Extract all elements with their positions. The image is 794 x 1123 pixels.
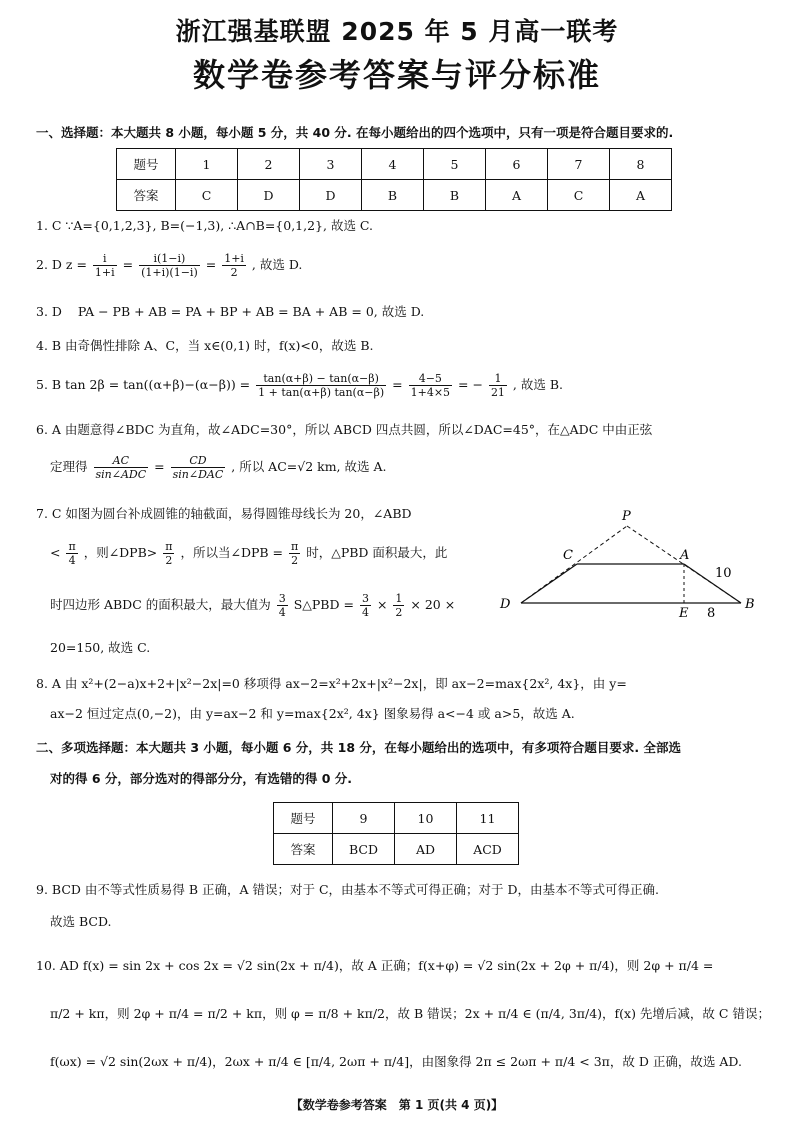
denominator: sin∠DAC [172, 468, 224, 481]
answer-key-title: 数学卷参考答案与评分标准 [192, 56, 601, 94]
numerator: 4−5 [409, 372, 452, 386]
question-number-cell: 11 [457, 803, 519, 834]
denominator: 4 [278, 606, 286, 619]
segment-DC [521, 564, 577, 603]
denominator: sin∠ADC [95, 468, 147, 481]
answer-cell: AD [395, 834, 457, 865]
q7-cone-cross-section-figure [495, 500, 770, 625]
text: 时四边形 ABDC 的面积最大，最大值为 [50, 597, 271, 612]
label-C: C [563, 548, 573, 563]
fraction [360, 592, 371, 619]
question-number-cell: 2 [238, 149, 300, 180]
denominator: 2 [165, 554, 173, 567]
question-number-cell: 3 [300, 149, 362, 180]
fraction [139, 252, 200, 279]
q8-solution-line2: ax−2 恒过定点(0,−2)，由 y=ax−2 和 y=max{2x², 4x} 图象易得 a<−4 或 a>5，故选 A. [50, 706, 575, 721]
table-header-cell: 题号 [117, 149, 176, 180]
question-number-cell: 10 [395, 803, 457, 834]
q8-solution-line1: 8. A 由 x²+(2−a)x+2+|x²−2x|=0 移项得 ax−2=x²+2x+|x²−2x|，即 ax−2=max{2x², 4x}，由 y= [36, 676, 627, 691]
q4-solution: 4. B 由奇偶性排除 A、C，当 x∈(0,1) 时，f(x)<0，故选 B. [36, 338, 374, 353]
answer-cell: C [176, 180, 238, 211]
text: ，则∠DPB> [83, 545, 158, 560]
denominator: 2 [395, 606, 403, 619]
exam-title: 浙江强基联盟 2025 年 5 月高一联考 [175, 17, 619, 46]
equals-sign: = [154, 459, 165, 474]
q7-solution-line1: 7. C 如图为圆台补成圆锥的轴截面，易得圆锥母线长为 20，∠ABD [36, 506, 412, 521]
numerator: 3 [278, 592, 286, 605]
q9-solution-line1: 9. BCD 由不等式性质易得 B 正确，A 错误；对于 C，由基本不等式可得正确；对于 D，由基本不等式可得正确. [36, 882, 660, 897]
fraction [289, 540, 300, 567]
text: ，所以当∠DPB = [180, 545, 284, 560]
answer-cell: BCD [333, 834, 395, 865]
q6-suffix: , 所以 AC=√2 km, 故选 A. [231, 459, 387, 474]
denominator: 1 + tan(α+β) tan(α−β) [258, 386, 385, 399]
fraction [393, 592, 404, 619]
label-E: E [679, 606, 689, 621]
segment-AB [684, 564, 741, 603]
numerator: 1 [489, 372, 507, 386]
q10-solution-line2: π/2 + kπ，则 2φ + π/4 = π/2 + kπ，则 φ = π/8 + kπ/2，故 B 错误；2x + π/4 ∈ (π/4, 3π/4)，f(x) 先增后减，故 C 错误； [50, 1006, 770, 1021]
q5-solution [36, 372, 766, 399]
label-D: D [500, 597, 511, 612]
answer-cell: D [300, 180, 362, 211]
question-number-cell: 5 [424, 149, 486, 180]
question-number-cell: 8 [610, 149, 672, 180]
equals-sign: = − [458, 377, 483, 392]
q6-solution-line1: 6. A 由题意得∠BDC 为直角，故∠ADC=30°，所以 ABCD 四点共圆，所以∠DAC=45°，在△ADC 中由正弦 [36, 422, 653, 437]
section2-heading-line1: 二、多项选择题：本大题共 3 小题，每小题 6 分，共 18 分，在每小题给出的选项中，有多项符合题目要求. 全部选 [36, 740, 682, 755]
table-header-cell: 题号 [274, 803, 333, 834]
fraction [171, 454, 226, 481]
fraction [277, 592, 288, 619]
q9-solution-line2: 故选 BCD. [50, 914, 112, 929]
equals-sign: = [205, 257, 217, 272]
fraction [66, 540, 77, 567]
numerator: tan(α+β) − tan(α−β) [256, 372, 386, 386]
label-A: A [680, 548, 690, 563]
q10-solution-line1: 10. AD f(x) = sin 2x + cos 2x = √2 sin(2x + π/4)，故 A 正确；f(x+φ) = √2 sin(2x + 2φ + π/4)，则 2φ + π/4 = [36, 958, 714, 973]
fraction [222, 252, 246, 279]
question-number-cell: 7 [548, 149, 610, 180]
text: 时，△PBD 面积最大，此 [306, 545, 448, 560]
section2-answer-table [273, 802, 519, 865]
label-B: B [745, 597, 755, 612]
question-number-cell: 6 [486, 149, 548, 180]
question-number-cell: 9 [333, 803, 395, 834]
q3-vector-expression: PA − PB + AB = PA + BP + AB = BA + AB = 0, 故选 D. [77, 304, 425, 319]
numerator: π [68, 540, 76, 553]
q7-solution-line4: 20=150, 故选 C. [50, 640, 151, 655]
table-row [117, 149, 672, 180]
label-P: P [622, 509, 631, 524]
text: × [376, 597, 388, 612]
text: S△PBD = [293, 597, 354, 612]
numerator: AC [94, 454, 149, 468]
section1-answer-table [116, 148, 672, 211]
answer-cell: C [548, 180, 610, 211]
answer-cell: D [238, 180, 300, 211]
q2-prefix: 2. D z = [36, 257, 87, 272]
question-number-cell: 1 [176, 149, 238, 180]
length-EB: 8 [707, 606, 716, 621]
denominator: 4 [68, 554, 76, 567]
answer-cell: A [610, 180, 672, 211]
denominator: 1+i [94, 266, 115, 279]
table-header-cell: 答案 [117, 180, 176, 211]
table-row [274, 834, 519, 865]
q3-prefix: 3. D [36, 304, 62, 319]
numerator: i [93, 252, 117, 266]
denominator: 4 [361, 606, 369, 619]
q6-solution-line2 [50, 454, 780, 481]
q2-suffix: , 故选 D. [251, 257, 303, 272]
less-than: < [50, 545, 61, 560]
numerator: 1+i [224, 252, 244, 265]
denominator: 21 [490, 386, 505, 399]
equals-sign: = [122, 257, 134, 272]
q6-prefix: 定理得 [50, 459, 88, 474]
fraction [93, 252, 117, 279]
q1-solution: 1. C ∵A={0,1,2,3}, B=(−1,3), ∴A∩B={0,1,2}, 故选 C. [36, 218, 374, 233]
table-row [117, 180, 672, 211]
fraction [489, 372, 507, 399]
q5-suffix: , 故选 B. [512, 377, 564, 392]
answer-cell: A [486, 180, 548, 211]
denominator: 1+4×5 [410, 386, 451, 399]
equals-sign: = [392, 377, 403, 392]
denominator: (1+i)(1−i) [141, 266, 198, 279]
page-footer: 【数学卷参考答案 第 1 页(共 4 页)】 [290, 1098, 504, 1112]
q3-solution [36, 302, 766, 320]
numerator: π [291, 540, 299, 553]
section2-heading-line2: 对的得 6 分，部分选对的得部分分，有选错的得 0 分. [50, 771, 353, 786]
length-AB: 10 [715, 566, 732, 581]
numerator: i(1−i) [139, 252, 200, 266]
denominator: 2 [291, 554, 299, 567]
denominator: 2 [230, 266, 238, 279]
answer-cell: ACD [457, 834, 519, 865]
numerator: 1 [395, 592, 403, 605]
q10-solution-line3: f(ωx) = √2 sin(2ωx + π/4)，2ωx + π/4 ∈ [π/4, 2ωπ + π/4]，由图象得 2π ≤ 2ωπ + π/4 < 3π，故 D 正确，故选 AD. [50, 1054, 742, 1069]
text: × 20 × [410, 597, 456, 612]
fraction [256, 372, 386, 399]
fraction [409, 372, 452, 399]
numerator: CD [171, 454, 226, 468]
fraction [94, 454, 149, 481]
q2-solution [36, 252, 766, 279]
answer-cell: B [424, 180, 486, 211]
section1-heading: 一、选择题：本大题共 8 小题，每小题 5 分，共 40 分. 在每小题给出的四个选项中，只有一项是符合题目要求的. [36, 125, 674, 140]
numerator: 3 [361, 592, 369, 605]
table-row [274, 803, 519, 834]
numerator: π [165, 540, 173, 553]
q5-prefix: 5. B tan 2β = tan((α+β)−(α−β)) = [36, 377, 251, 392]
fraction [163, 540, 174, 567]
table-header-cell: 答案 [274, 834, 333, 865]
answer-cell: B [362, 180, 424, 211]
question-number-cell: 4 [362, 149, 424, 180]
